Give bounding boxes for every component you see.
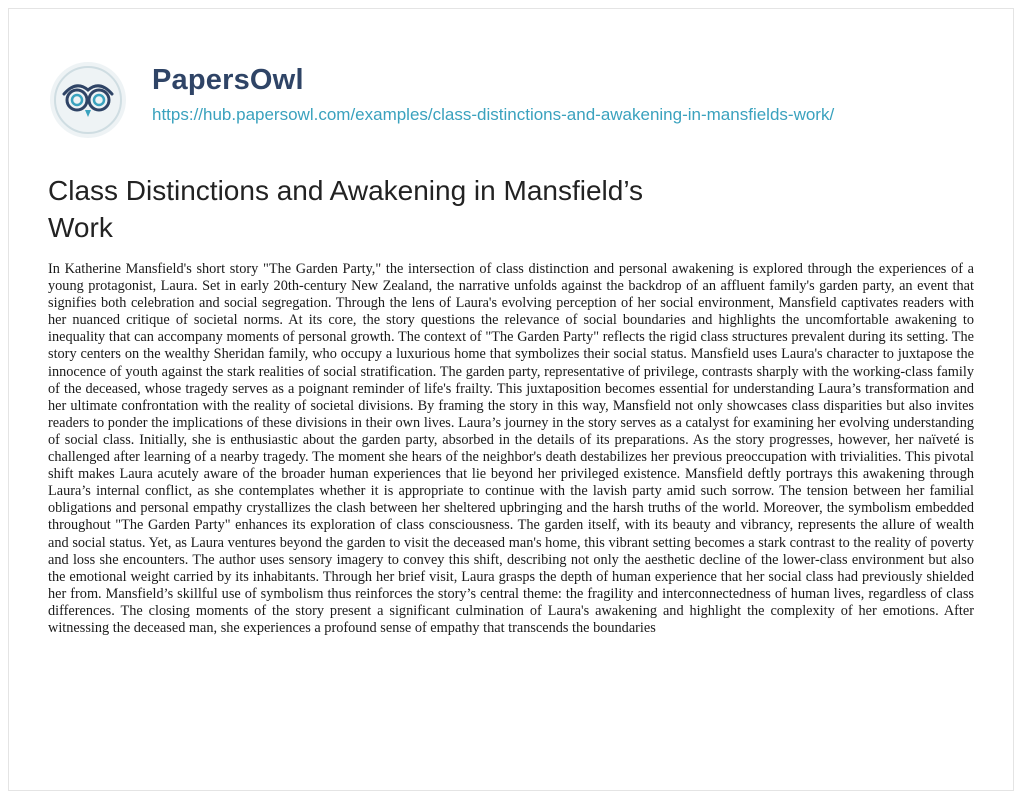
source-url[interactable]: https://hub.papersowl.com/examples/class-distinctions-and-awakening-in-mansfields-work/ — [152, 105, 835, 124]
page-title: Class Distinctions and Awakening in Mansfield’s Work — [48, 175, 644, 243]
essay-body: In Katherine Mansfield's short story "The Garden Party," the intersection of class distinction and personal awakening is explored through the experiences of a young protagonist, Laura. Set in early 20th-century New Zealand, the narrative unfolds against the backdrop of an affluent family's garden party, an event that signifies both celebration and social segregation. Through the lens of Laura's evolving perception of her social environment, Mansfield captivates readers with her nuanced critique of societal norms. At its core, the story questions the relevance of social boundaries and highlights the uncomfortable awakening to inequality that can accompany moments of personal growth. The context of "The Garden Party" reflects the rigid class structures prevalent during its setting. The story centers on the wealthy Sheridan family, who occupy a luxurious home that symbolizes their social status. Mansfield uses Laura's character to juxtapose the innocence of youth against the stark realities of social stratification. The garden party, representative of privilege, contrasts sharply with the working-class family of the deceased, whose tragedy serves as a poignant reminder of life's frailty. This juxtaposition becomes essential for understanding Laura’s transformation and her ultimate confrontation with the reality of societal divisions. By framing the story in this way, Mansfield not only showcases class disparities but also invites readers to ponder the implications of these divisions in their own lives. Laura’s journey in the story serves as a catalyst for examining her evolving understanding of social class. Initially, she is enthusiastic about the garden party, absorbed in the details of its preparations. As the story progresses, however, her naïveté is challenged after learning of a nearby tragedy. The moment she hears of the neighbor's death destabilizes her previous preoccupation with trivialities. This pivotal shift makes Laura acutely aware of the broader human experiences that lie beyond her privileged existence. Mansfield deftly portrays this awakening through Laura’s internal conflict, as she contemplates whether it is appropriate to continue with the lavish party amid such sorrow. The tension between her familial obligations and personal empathy crystallizes the clash between her sheltered upbringing and the harsh truths of the world. Moreover, the symbolism embedded throughout "The Garden Party" enhances its exploration of class consciousness. The garden itself, with its beauty and vibrancy, represents the allure of wealth and social status. Yet, as Laura ventures beyond the garden to visit the deceased man's home, this vibrant setting becomes a stark contrast to the reality of poverty and loss she encounters. The author uses sensory imagery to convey this shift, describing not only the aesthetic decline of the lower-class environment but also the emotional weight carried by its inhabitants. Through her brief visit, Laura grasps the depth of human experience that her social class had previously shielded her from. Mansfield’s skillful use of symbolism thus reinforces the story’s central theme: the fragility and interconnectedness of human lives, regardless of class differences. The closing moments of the story present a significant culmination of Laura's awakening and highlight the complexity of her emotions. After witnessing the deceased man, she experiences a profound sense of empathy that transcends the boundaries — [48, 261, 974, 636]
owl-logo-icon — [48, 60, 128, 140]
brand-name[interactable]: PapersOwl — [152, 64, 304, 96]
